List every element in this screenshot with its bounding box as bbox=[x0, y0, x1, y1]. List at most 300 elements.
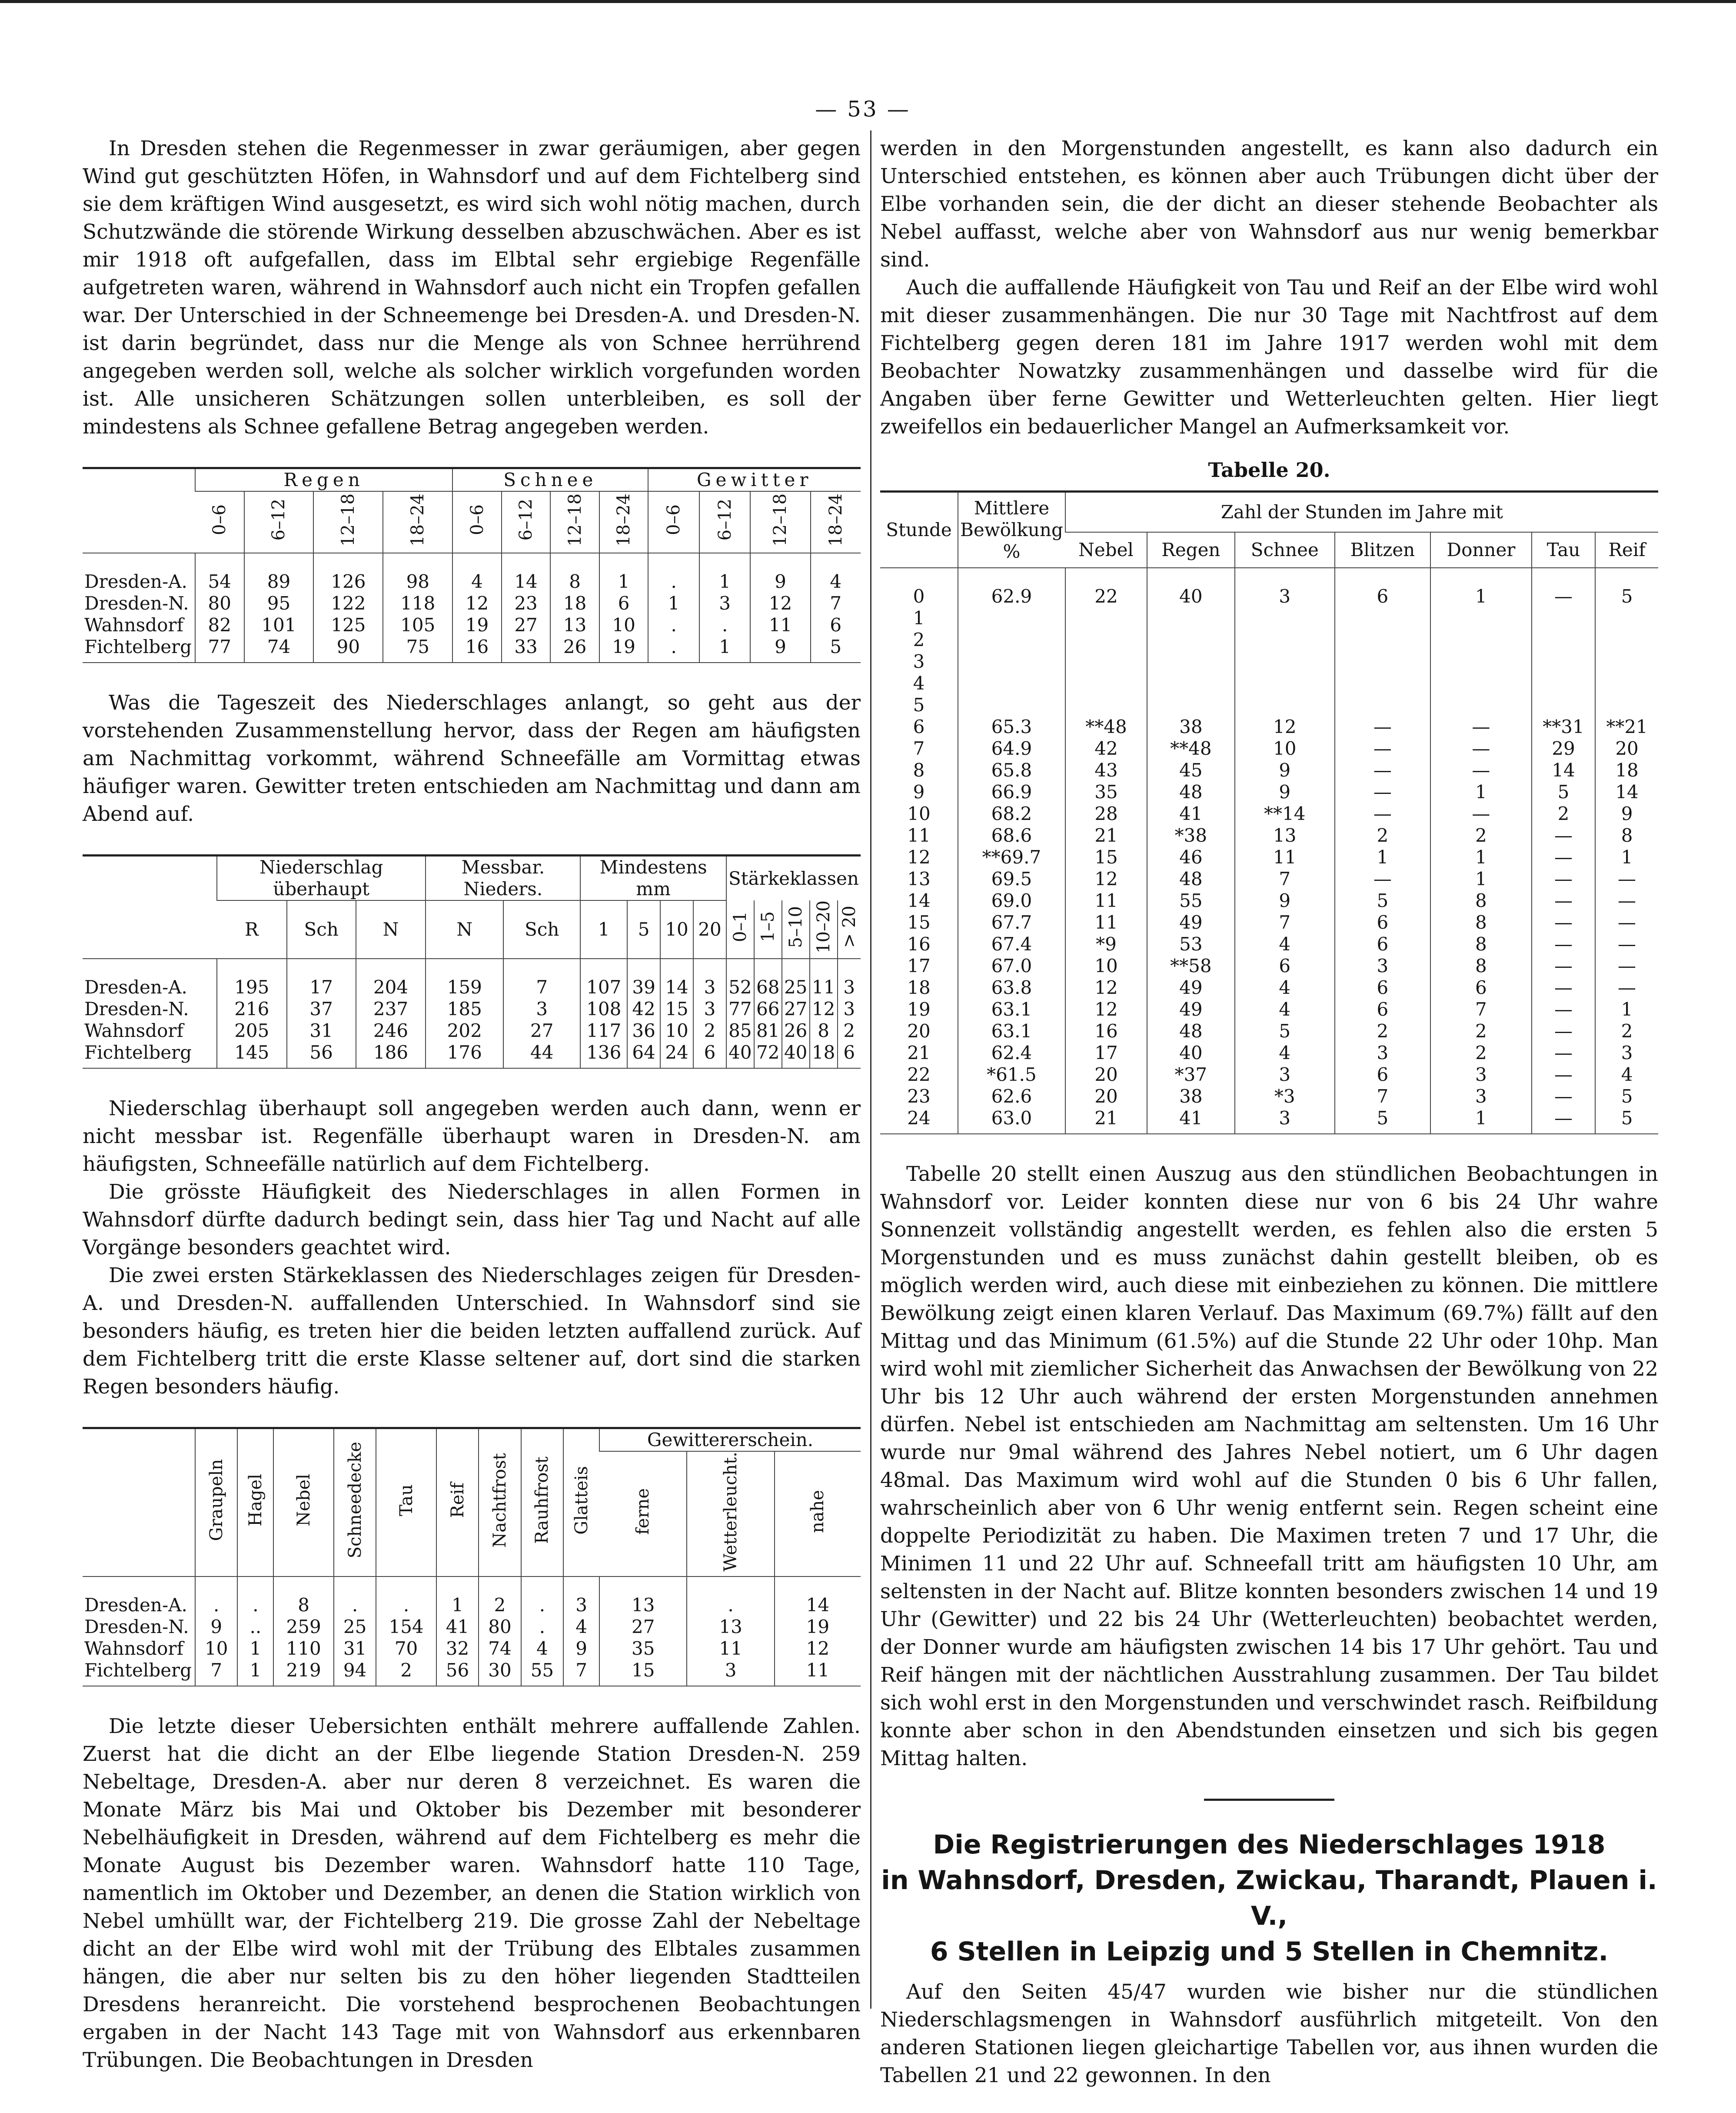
table-cell: 8 bbox=[1430, 955, 1532, 977]
subhead: > 20 bbox=[839, 906, 859, 948]
table-cell: 1 bbox=[436, 1576, 479, 1616]
table-cell: 126 bbox=[313, 553, 383, 593]
subhead: Sch bbox=[287, 900, 356, 959]
station-name: Fichtelberg bbox=[84, 636, 192, 657]
table-cell: **21 bbox=[1595, 716, 1658, 738]
table-cell: 3 bbox=[1595, 1042, 1658, 1064]
table-row bbox=[880, 694, 1658, 716]
subhead: 20 bbox=[693, 900, 726, 959]
table-cell bbox=[1430, 694, 1532, 716]
table-cell: 1 bbox=[1430, 781, 1532, 803]
table-cell: 4 bbox=[1235, 977, 1335, 999]
table-cell: 21 bbox=[1065, 1107, 1147, 1134]
table-cell bbox=[1335, 673, 1430, 694]
table-cell: 37 bbox=[287, 998, 356, 1020]
table-cell: 40 bbox=[1147, 568, 1234, 607]
table-cell: 17 bbox=[1065, 1042, 1147, 1064]
table-cell: 5 bbox=[1335, 890, 1430, 912]
table-cell bbox=[1532, 694, 1595, 716]
table-cell: 45 bbox=[1147, 760, 1234, 781]
table-cell: 2 bbox=[376, 1660, 436, 1686]
table-cell: 15 bbox=[660, 998, 693, 1020]
hour-cell: 18 bbox=[907, 977, 931, 998]
table-cell: . bbox=[648, 636, 699, 663]
table-cell: 98 bbox=[383, 553, 452, 593]
head: Schneedecke bbox=[345, 1442, 365, 1559]
table-cell: 1 bbox=[599, 553, 649, 593]
table-cell: 30 bbox=[479, 1660, 521, 1686]
left-paragraph-1: In Dresden stehen die Regenmesser in zwar geräumigen, aber gegen Wind gut geschützten Höfen, in Wahnsdorf und auf dem Fichtelberg sind sie dem kräftigen Wind ausgesetzt, es wird sich wohl nötig machen, durch Schutzwände die störende Wirkung desselben abzuschwächen. Aber es ist mir 1918 oft aufgefallen, dass im Elbtal sehr ergiebige Regenfälle aufgetreten waren, während in Wahnsdorf auch nicht ein Tropfen gefallen war. Der Unterschied in der Schneemenge bei Dresden-A. und Dresden-N. ist darin begründet, dass nur die Menge als von Schnee herrührend angegeben werden soll, welche als solcher wirklich vorgefunden worden ist. Alle unsicheren Schätzungen sollen unterbleiben, es soll der mindestens als Schnee gefallene Betrag angegeben werden. bbox=[83, 137, 861, 439]
table-cell: 7 bbox=[811, 593, 861, 614]
table-cell bbox=[1335, 629, 1430, 651]
table-cell: 117 bbox=[580, 1020, 627, 1042]
table-cell: 74 bbox=[479, 1638, 521, 1660]
table-cell: 69.0 bbox=[958, 890, 1065, 912]
table-cell: 237 bbox=[356, 998, 426, 1020]
table-cell bbox=[1430, 673, 1532, 694]
head-stunde: Stunde bbox=[880, 492, 958, 568]
left-column bbox=[83, 135, 861, 2074]
table-cell: 56 bbox=[287, 1042, 356, 1068]
table-cell: 32 bbox=[436, 1638, 479, 1660]
table-cell: 11 bbox=[1065, 890, 1147, 912]
table-cell: 13 bbox=[1235, 825, 1335, 847]
group-schnee: Schnee bbox=[452, 468, 648, 492]
subhead: 6–12 bbox=[516, 499, 536, 541]
table-cell: 42 bbox=[1065, 738, 1147, 760]
table-cell: 7 bbox=[1235, 912, 1335, 933]
hour-cell: 9 bbox=[913, 781, 925, 803]
table-cell: 67.4 bbox=[958, 933, 1065, 955]
table-cell: 33 bbox=[502, 636, 551, 663]
table-cell: 9 bbox=[1595, 803, 1658, 825]
table-cell: 43 bbox=[1065, 760, 1147, 781]
table-cell: 3 bbox=[838, 959, 861, 998]
table-cell bbox=[1065, 629, 1147, 651]
table-row bbox=[880, 1107, 1658, 1134]
table-row bbox=[880, 847, 1658, 868]
station-name: Wahnsdorf bbox=[84, 1638, 184, 1660]
table-cell: 2 bbox=[838, 1020, 861, 1042]
table-cell: 9 bbox=[1235, 890, 1335, 912]
hour-cell: 3 bbox=[913, 651, 925, 672]
table-cell bbox=[1065, 651, 1147, 673]
table-cell: — bbox=[1532, 1042, 1595, 1064]
hour-cell: 23 bbox=[907, 1086, 931, 1107]
group-regen: Regen bbox=[195, 468, 452, 492]
table-body bbox=[83, 1576, 861, 1686]
table-cell: 81 bbox=[754, 1020, 782, 1042]
table-row bbox=[83, 553, 861, 593]
table-cell: 80 bbox=[195, 593, 244, 614]
table-cell: 9 bbox=[1235, 781, 1335, 803]
table-cell: 12 bbox=[750, 593, 810, 614]
table-cell: . bbox=[687, 1576, 774, 1616]
table-cell: 4 bbox=[452, 553, 502, 593]
table-cell: 18 bbox=[1595, 760, 1658, 781]
table-cell: 36 bbox=[627, 1020, 660, 1042]
hour-cell: 6 bbox=[913, 716, 925, 737]
table-cell: — bbox=[1335, 760, 1430, 781]
subhead: 5–10 bbox=[785, 906, 806, 948]
table-cell: 12 bbox=[1235, 716, 1335, 738]
table-cell bbox=[1335, 651, 1430, 673]
table-cell: 8 bbox=[810, 1020, 838, 1042]
table-cell: 1 bbox=[237, 1638, 273, 1660]
right-paragraph-3: Tabelle 20 stellt einen Auszug aus den stündlichen Beobachtungen in Wahnsdorf vor. Leider konnten diese nur von 6 bis 24 Uhr wahre Sonnenzeit vollständig angestellt werden, es fehlen also die ersten 5 Morgenstunden und es muss zunächst dahin gestellt bleiben, ob es möglich werden wird, auch diese mit einbeziehen zu können. Die mittlere Bewölkung zeigt einen klaren Verlauf. Das Maximum (69.7%) fällt auf den Mittag und das Minimum (61.5%) auf die Stunde 22 Uhr oder 10hp. Man wird wohl mit ziemlicher Sicherheit das Anwachsen der Bewölkung von 22 Uhr bis 12 Uhr auch während der ersten Morgenstunden annehmen dürfen. Nebel ist entschieden am Nachmittag am seltensten. Um 16 Uhr wurde nur 9mal während des Jahres Nebel notiert, um 6 Uhr dagen 48mal. Das Maximum wird wohl auf die Stunden 0 bis 6 Uhr fallen, wahrscheinlich aber von 6 Uhr wenig entfernt sein. Regen scheint eine doppelte Periodizität zu haben. Die Maximen treten 7 und 17 Uhr, die Minimen 11 und 22 Uhr auf. Schneefall tritt am häufigsten 10 Uhr, am seltensten in der Nacht auf. Blitze konnten besonders zwischen 14 und 19 Uhr (Gewitter) und 22 bis 24 Uhr (Wetterleuchten) beobachtet werden, der Donner wurde am häufigsten zwischen 14 bis 17 Uhr gehört. Tau und Reif hängen mit der nächtlichen Ausstrahlung zusammen. Der Tau bildet sich wohl erst in den Morgenstunden und verschwindet rasch. Reifbildung konnte aber schon in den Abendstunden einsetzen und sich bis gegen Mittag halten. bbox=[880, 1162, 1658, 1770]
table-cell: 63.1 bbox=[958, 999, 1065, 1020]
table-cell: 12 bbox=[1065, 977, 1147, 999]
table-cell: 75 bbox=[383, 636, 452, 663]
table-cell: 55 bbox=[521, 1660, 563, 1686]
hour-cell: 19 bbox=[907, 999, 931, 1020]
table-cell: 41 bbox=[1147, 1107, 1234, 1134]
subhead: 12–18 bbox=[565, 493, 585, 547]
table-cell: . bbox=[521, 1576, 563, 1616]
table-cell: 6 bbox=[1335, 933, 1430, 955]
table-cell: 11 bbox=[1065, 912, 1147, 933]
table-cell: 40 bbox=[782, 1042, 810, 1068]
table-cell bbox=[1065, 673, 1147, 694]
table-cell: — bbox=[1335, 868, 1430, 890]
table-cell bbox=[1532, 629, 1595, 651]
table-row bbox=[880, 568, 1658, 607]
table-cell: *61.5 bbox=[958, 1064, 1065, 1086]
table-cell: 6 bbox=[838, 1042, 861, 1068]
table-cell: 259 bbox=[273, 1616, 333, 1638]
hour-cell: 14 bbox=[907, 890, 931, 911]
table-cell: 3 bbox=[693, 959, 726, 998]
table-cell: 13 bbox=[687, 1616, 774, 1638]
table-cell: *38 bbox=[1147, 825, 1234, 847]
table-cell: 219 bbox=[273, 1660, 333, 1686]
head-messbar: Messbar. Nieders. bbox=[426, 856, 580, 901]
subhead: 1–5 bbox=[758, 911, 778, 943]
table-row bbox=[83, 1576, 861, 1616]
table-cell bbox=[958, 607, 1065, 629]
table-cell: — bbox=[1532, 1064, 1595, 1086]
hour-cell: 8 bbox=[913, 760, 925, 781]
table-cell: 136 bbox=[580, 1042, 627, 1068]
table-cell: 11 bbox=[750, 614, 810, 636]
table-cell: 20 bbox=[1065, 1086, 1147, 1107]
table-cell: 49 bbox=[1147, 999, 1234, 1020]
table-cell: 105 bbox=[383, 614, 452, 636]
table-cell: 28 bbox=[1065, 803, 1147, 825]
table-cell: 1 bbox=[1595, 847, 1658, 868]
table-cell: .. bbox=[237, 1616, 273, 1638]
table-cell bbox=[1235, 629, 1335, 651]
subhead: 12–18 bbox=[770, 493, 791, 547]
table-cell: 85 bbox=[726, 1020, 754, 1042]
hour-cell: 22 bbox=[907, 1064, 931, 1085]
table-cell: 62.4 bbox=[958, 1042, 1065, 1064]
table-cell: 64.9 bbox=[958, 738, 1065, 760]
table-cell: 9 bbox=[563, 1638, 599, 1660]
subhead: R bbox=[217, 900, 287, 959]
hour-cell: 0 bbox=[913, 586, 925, 607]
table-cell: 9 bbox=[1235, 760, 1335, 781]
table-cell: 3 bbox=[1335, 1042, 1430, 1064]
head: Tau bbox=[396, 1484, 416, 1516]
table-cell: 2 bbox=[1430, 1042, 1532, 1064]
table-cell: *3 bbox=[1235, 1086, 1335, 1107]
table-cell: . bbox=[195, 1576, 237, 1616]
table-cell: 145 bbox=[217, 1042, 287, 1068]
table-row bbox=[880, 1042, 1658, 1064]
table-row bbox=[880, 933, 1658, 955]
table-row bbox=[880, 651, 1658, 673]
table-cell bbox=[1335, 607, 1430, 629]
table-cell: 4 bbox=[1235, 933, 1335, 955]
table-cell: . bbox=[699, 614, 751, 636]
col-head: Reif bbox=[1595, 532, 1658, 568]
table-cell: 67.0 bbox=[958, 955, 1065, 977]
table-cell bbox=[1595, 629, 1658, 651]
table-cell bbox=[1235, 651, 1335, 673]
table-cell: 3 bbox=[687, 1660, 774, 1686]
table-cell: 19 bbox=[599, 636, 649, 663]
table-cell: — bbox=[1335, 803, 1430, 825]
table-cell: 3 bbox=[1430, 1086, 1532, 1107]
table-cell: 8 bbox=[273, 1576, 333, 1616]
table-cell: 8 bbox=[550, 553, 599, 593]
table-row bbox=[83, 998, 861, 1020]
table-cell: 101 bbox=[244, 614, 314, 636]
table-row bbox=[880, 977, 1658, 999]
table-cell: 22 bbox=[1065, 568, 1147, 607]
table-cell: 3 bbox=[563, 1576, 599, 1616]
table-cell: 82 bbox=[195, 614, 244, 636]
table-cell: 48 bbox=[1147, 781, 1234, 803]
table-row bbox=[880, 912, 1658, 933]
table-cell: 72 bbox=[754, 1042, 782, 1068]
table-cell: *9 bbox=[1065, 933, 1147, 955]
table-cell: — bbox=[1532, 933, 1595, 955]
table-cell bbox=[1430, 607, 1532, 629]
table-cell bbox=[1595, 607, 1658, 629]
table-cell: 186 bbox=[356, 1042, 426, 1068]
table-cell: 3 bbox=[503, 998, 580, 1020]
subhead: N bbox=[426, 900, 503, 959]
table-cell: — bbox=[1595, 955, 1658, 977]
table-cell: 65.3 bbox=[958, 716, 1065, 738]
hour-cell: 11 bbox=[907, 825, 931, 846]
table-cell bbox=[1595, 651, 1658, 673]
table-cell: 77 bbox=[195, 636, 244, 663]
table-cell bbox=[1147, 607, 1234, 629]
table-daytime-precipitation bbox=[83, 467, 861, 663]
table-cell: — bbox=[1532, 1020, 1595, 1042]
right-paragraph-1: werden in den Morgenstunden angestellt, es kann also dadurch ein Unterschied entstehen, es können aber auch Trübungen dicht über der Elbe vorhanden sein, die der dicht an dieser stehende Beobachter als Nebel auffasst, welche aber von Wahnsdorf aus nur wenig bemerkbar sind. bbox=[880, 137, 1658, 272]
table-cell: 24 bbox=[660, 1042, 693, 1068]
table-cell: 38 bbox=[1147, 716, 1234, 738]
station-name: Fichtelberg bbox=[84, 1660, 192, 1681]
subhead: 5 bbox=[627, 900, 660, 959]
table-cell: 4 bbox=[1235, 1042, 1335, 1064]
hour-cell: 15 bbox=[907, 912, 931, 933]
table-cell: 52 bbox=[726, 959, 754, 998]
subhead: 10 bbox=[660, 900, 693, 959]
table-cell: 6 bbox=[1335, 999, 1430, 1020]
table-cell: 6 bbox=[1235, 955, 1335, 977]
table-cell: 13 bbox=[550, 614, 599, 636]
table-cell: 176 bbox=[426, 1042, 503, 1068]
table-cell: — bbox=[1595, 977, 1658, 999]
table-cell: **14 bbox=[1235, 803, 1335, 825]
hour-cell: 4 bbox=[913, 673, 925, 694]
table-cell: 40 bbox=[726, 1042, 754, 1068]
subhead: N bbox=[356, 900, 426, 959]
station-name: Dresden-N. bbox=[84, 998, 189, 1020]
subhead: 0–6 bbox=[664, 504, 684, 535]
table-row bbox=[880, 1086, 1658, 1107]
subhead: 1 bbox=[580, 900, 627, 959]
right-paragraph-4: Auf den Seiten 45/47 wurden wie bisher nur die stündlichen Niederschlagsmengen in Wahnsdorf ausführlich mitgeteilt. Von den anderen Stationen liegen gleichartige Tabellen vor, aus ihnen wurden die Tabellen 21 und 22 gewonnen. In den bbox=[880, 1980, 1658, 2087]
table-row bbox=[880, 1020, 1658, 1042]
table-cell: 9 bbox=[195, 1616, 237, 1638]
table-cell: 1 bbox=[1430, 847, 1532, 868]
table-cell: 63.8 bbox=[958, 977, 1065, 999]
table-row bbox=[83, 1020, 861, 1042]
table-cell: **48 bbox=[1065, 716, 1147, 738]
table-cell: 67.7 bbox=[958, 912, 1065, 933]
table-cell: 1 bbox=[1430, 868, 1532, 890]
table-cell: 63.1 bbox=[958, 1020, 1065, 1042]
table-cell: 25 bbox=[782, 959, 810, 998]
table-cell: *37 bbox=[1147, 1064, 1234, 1086]
table-cell: 2 bbox=[693, 1020, 726, 1042]
table-cell: 63.0 bbox=[958, 1107, 1065, 1134]
table-cell: 7 bbox=[1430, 999, 1532, 1020]
table-cell: 12 bbox=[1065, 868, 1147, 890]
head: Glatteis bbox=[571, 1466, 592, 1535]
table-cell: 7 bbox=[1335, 1086, 1430, 1107]
table-cell: 5 bbox=[1235, 1020, 1335, 1042]
table-cell: 4 bbox=[563, 1616, 599, 1638]
subhead: 0–1 bbox=[730, 911, 750, 943]
left-paragraph-2: Was die Tageszeit des Niederschlages anlangt, so geht aus der vorstehenden Zusammenstellung hervor, dass der Regen am häufigsten am Nachmittag vorkommt, während Schneefälle am Vormittag etwas häufiger waren. Gewitter treten entschieden am Nachmittag und dann am Abend auf. bbox=[83, 691, 861, 826]
head-gewittererschein: Gewittererschein. bbox=[599, 1428, 861, 1451]
table-cell: 1 bbox=[1430, 568, 1532, 607]
table-cell: 23 bbox=[502, 593, 551, 614]
table-cell: 10 bbox=[1235, 738, 1335, 760]
table-cell: 18 bbox=[550, 593, 599, 614]
table-cell bbox=[1235, 673, 1335, 694]
table-row bbox=[880, 673, 1658, 694]
table-row bbox=[880, 868, 1658, 890]
table-cell: 9 bbox=[750, 553, 810, 593]
table-cell: — bbox=[1430, 803, 1532, 825]
table-cell bbox=[1065, 694, 1147, 716]
subhead: 6–12 bbox=[269, 499, 289, 541]
table-cell: 38 bbox=[1147, 1086, 1234, 1107]
table-cell: 1 bbox=[237, 1660, 273, 1686]
head: Rauhfrost bbox=[532, 1456, 552, 1544]
col-head: Tau bbox=[1532, 532, 1595, 568]
table-cell: 54 bbox=[195, 553, 244, 593]
table-cell: 6 bbox=[1335, 977, 1430, 999]
col-head: Nebel bbox=[1065, 532, 1147, 568]
table-cell: 4 bbox=[1235, 999, 1335, 1020]
table-cell: 49 bbox=[1147, 912, 1234, 933]
table-cell: 27 bbox=[599, 1616, 687, 1638]
head-bewoelkung: Mittlere Bewölkung % bbox=[958, 492, 1065, 568]
table-cell: 12 bbox=[1065, 999, 1147, 1020]
table-cell: 246 bbox=[356, 1020, 426, 1042]
table-row bbox=[880, 999, 1658, 1020]
table-cell: 7 bbox=[1235, 868, 1335, 890]
table-cell bbox=[1430, 651, 1532, 673]
table-cell: — bbox=[1335, 781, 1430, 803]
table-cell: — bbox=[1430, 738, 1532, 760]
col-head: Blitzen bbox=[1335, 532, 1430, 568]
head-niederschlag: Niederschlag überhaupt bbox=[217, 856, 426, 901]
table-row bbox=[83, 614, 861, 636]
table-cell: 53 bbox=[1147, 933, 1234, 955]
table-row bbox=[880, 716, 1658, 738]
table-cell bbox=[1147, 651, 1234, 673]
table-cell: 2 bbox=[1335, 825, 1430, 847]
table-cell: 55 bbox=[1147, 890, 1234, 912]
table-cell: 1 bbox=[699, 553, 751, 593]
table-cell: 11 bbox=[687, 1638, 774, 1660]
table-cell: 10 bbox=[1065, 955, 1147, 977]
table-cell: 3 bbox=[693, 998, 726, 1020]
station-name: Wahnsdorf bbox=[84, 1020, 184, 1041]
table-cell: . bbox=[237, 1576, 273, 1616]
table-cell: 5 bbox=[1595, 568, 1658, 607]
hour-cell: 16 bbox=[907, 933, 931, 955]
station-name: Dresden-N. bbox=[84, 593, 189, 614]
station-name: Dresden-A. bbox=[84, 1594, 187, 1616]
section-heading-3: 6 Stellen in Leipzig und 5 Stellen in Chemnitz. bbox=[930, 1936, 1609, 1967]
table-row bbox=[880, 629, 1658, 651]
table-cell: — bbox=[1532, 977, 1595, 999]
hour-cell: 24 bbox=[907, 1107, 931, 1129]
table-cell: 12 bbox=[452, 593, 502, 614]
station-name: Dresden-A. bbox=[84, 976, 187, 998]
head: Nebel bbox=[293, 1474, 314, 1526]
station-name: Dresden-N. bbox=[84, 1616, 189, 1638]
table-cell: 56 bbox=[436, 1660, 479, 1686]
table-cell: — bbox=[1532, 868, 1595, 890]
table-cell: 62.9 bbox=[958, 568, 1065, 607]
table-cell: 7 bbox=[563, 1660, 599, 1686]
subhead: 10–20 bbox=[813, 900, 834, 953]
group-gewitter: Gewitter bbox=[648, 468, 861, 492]
page-number: — 53 — bbox=[815, 97, 911, 122]
table-cell: 69.5 bbox=[958, 868, 1065, 890]
table-cell: — bbox=[1595, 868, 1658, 890]
table-cell: 4 bbox=[521, 1638, 563, 1660]
head: Reif bbox=[447, 1482, 468, 1518]
table-phenomena bbox=[83, 1427, 861, 1687]
table-cell: **48 bbox=[1147, 738, 1234, 760]
table-cell: 2 bbox=[1335, 1020, 1430, 1042]
subhead: 6–12 bbox=[715, 499, 735, 541]
table-cell: — bbox=[1532, 825, 1595, 847]
table-cell: 6 bbox=[811, 614, 861, 636]
table-cell: — bbox=[1595, 933, 1658, 955]
table-cell: 8 bbox=[1430, 933, 1532, 955]
section-heading-1: Die Registrierungen des Niederschlages 1918 bbox=[933, 1830, 1606, 1860]
table-cell: — bbox=[1595, 912, 1658, 933]
table-body bbox=[880, 568, 1658, 1134]
table-cell: 41 bbox=[436, 1616, 479, 1638]
head-zahl: Zahl der Stunden im Jahre mit bbox=[1065, 492, 1658, 533]
table-cell: 107 bbox=[580, 959, 627, 998]
